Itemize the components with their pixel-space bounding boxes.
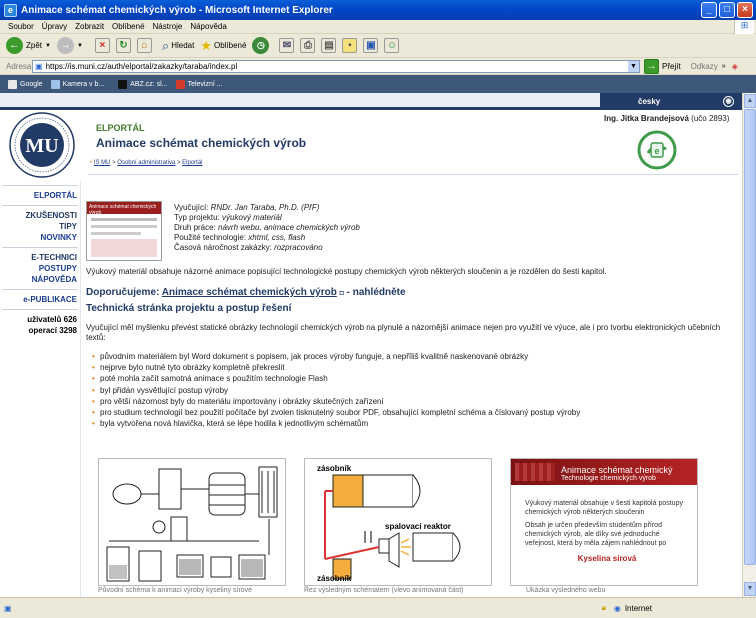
- address-dropdown-icon[interactable]: ▼: [628, 61, 639, 72]
- sample-subtitle: Technologie chemických výrob: [561, 475, 656, 482]
- list-item: • poté mohla začít samotná animace s použitím technologie Flash: [86, 373, 736, 384]
- sidebar-users-count: uživatelů 626: [27, 315, 77, 324]
- project-description: Výukový materiál obsahuje názorné animace popisující technologické postupy chemických výrob některých sloučenin a je rozdělen do šesti kapitol.: [86, 267, 607, 276]
- meta-label: Časová náročnost zakázky:: [174, 243, 272, 252]
- address-bar: [0, 58, 756, 75]
- edit-button[interactable]: [321, 38, 336, 53]
- header-divider: [88, 174, 738, 175]
- label-reactor: spalovací reaktor: [385, 522, 451, 531]
- external-link-icon: ◘: [339, 290, 344, 297]
- figure-section-scheme[interactable]: [304, 458, 492, 586]
- page-title: Animace schémat chemických výrob: [96, 136, 307, 150]
- list-item: • byl přidán vysvětlující postup výroby: [86, 385, 736, 396]
- scroll-up-icon[interactable]: ▲: [744, 94, 756, 108]
- sidebar-divider: [2, 289, 78, 290]
- recommend-link[interactable]: Animace schémat chemických výrob: [161, 287, 337, 298]
- address-input[interactable]: [32, 60, 640, 73]
- meta-label: Vyučující:: [174, 203, 209, 212]
- sidebar-ops-count: operací 3298: [28, 326, 77, 335]
- star-icon: ★: [200, 37, 212, 53]
- messenger-icon: ☺: [384, 38, 399, 53]
- print-button[interactable]: [300, 38, 315, 53]
- research-icon: ▣: [363, 38, 378, 53]
- sidebar-divider: [2, 309, 78, 310]
- go-button[interactable]: [644, 59, 681, 74]
- favorites-button[interactable]: [200, 38, 246, 54]
- sidebar: [0, 181, 80, 597]
- sidebar-item-novinky[interactable]: NOVINKY: [40, 233, 77, 242]
- meta-value: rozpracováno: [274, 243, 323, 252]
- figure-caption: Řez výsledným schématem (vlevo animovaná část): [304, 587, 464, 594]
- toolbar: [0, 34, 756, 58]
- go-label: Přejít: [662, 61, 681, 71]
- recommend-line: [86, 287, 406, 298]
- figure-website-sample[interactable]: [510, 458, 698, 586]
- links-label[interactable]: Odkazy: [690, 61, 718, 71]
- list-item: • pro větší názornost byly do materiálu importovány i obrázky skutečných zařízení: [86, 396, 736, 407]
- link-kamera[interactable]: [51, 80, 105, 89]
- process-list: [86, 351, 736, 429]
- print-icon: ⎙: [300, 38, 315, 53]
- section-title: Technická stránka projektu a postup řešení: [86, 303, 292, 314]
- sample-title: Animace schémat chemický: [561, 465, 673, 475]
- forward-dropdown-icon[interactable]: ▼: [76, 42, 83, 49]
- svg-text:MU: MU: [25, 135, 59, 157]
- link-google[interactable]: [8, 80, 43, 89]
- link-kamera-label: Kamera v b...: [62, 80, 105, 88]
- minimize-button[interactable]: _: [701, 2, 717, 18]
- forward-arrow-icon: →: [57, 37, 74, 54]
- back-button[interactable]: [6, 37, 51, 54]
- go-arrow-icon: →: [644, 59, 659, 74]
- breadcrumb-osobni[interactable]: Osobní administrativa: [117, 160, 176, 166]
- section-drawing: [305, 459, 492, 586]
- project-thumbnail[interactable]: [86, 201, 162, 261]
- mail-button[interactable]: [279, 38, 294, 53]
- figure-original-scheme[interactable]: [98, 458, 286, 586]
- project-meta: [174, 203, 360, 253]
- globe-icon[interactable]: ◉: [723, 96, 734, 107]
- link-abz[interactable]: [118, 80, 167, 89]
- menu-oblibene[interactable]: Oblíbené: [112, 22, 145, 31]
- portal-label: ELPORTÁL: [96, 123, 145, 133]
- thumbnail-line: [91, 232, 141, 235]
- forward-button[interactable]: [57, 37, 83, 54]
- abz-favicon-icon: [118, 80, 127, 89]
- refresh-icon: ↻: [116, 38, 131, 53]
- meta-row: [174, 223, 360, 233]
- google-favicon-icon: [8, 80, 17, 89]
- mail-icon: ✉: [279, 38, 294, 53]
- messenger-button[interactable]: [384, 38, 399, 53]
- meta-label: Použité technologie:: [174, 233, 247, 242]
- breadcrumb: • IS MU > Osobní administrativa > Elportál: [90, 160, 203, 166]
- back-label: Zpět: [26, 41, 43, 50]
- breadcrumb-bullet-icon: •: [90, 160, 93, 166]
- sidebar-item-napoveda[interactable]: NÁPOVĚDA: [31, 275, 77, 284]
- sidebar-item-elportal[interactable]: ELPORTÁL: [33, 191, 77, 200]
- page-content: [0, 93, 742, 597]
- link-google-label: Google: [20, 80, 43, 88]
- status-bar: [0, 597, 756, 618]
- research-button[interactable]: [363, 38, 378, 53]
- edit-icon: ▤: [321, 38, 336, 53]
- stop-button[interactable]: [95, 38, 110, 53]
- menu-soubor[interactable]: Soubor: [8, 22, 34, 31]
- home-icon: ⌂: [137, 38, 152, 53]
- links-chevron-icon[interactable]: »: [721, 62, 726, 70]
- page-icon: ▣: [35, 61, 43, 71]
- sidebar-item-epublikace[interactable]: e-PUBLIKACE: [23, 295, 77, 304]
- window-title: Animace schémat chemických výrob - Microsoft Internet Explorer: [21, 4, 333, 16]
- favorites-label: Oblíbené: [213, 41, 247, 50]
- windows-logo-icon: ⊞: [734, 20, 754, 34]
- list-item: • pro studium technologií bez použití počítače byl zvolen tisknutelný soubor PDF, obsahující kompletní schéma a číslovaný postup výroby: [86, 407, 736, 418]
- history-icon: ◷: [252, 37, 269, 54]
- meta-value: návrh webu, animace chemických výrob: [218, 223, 360, 232]
- meta-value: xhtml, css, flash: [248, 233, 306, 242]
- home-button[interactable]: [137, 38, 152, 53]
- scrollbar-thumb[interactable]: [744, 109, 756, 565]
- scheme-drawing: [99, 459, 286, 586]
- sidebar-item-zkusenosti[interactable]: ZKUŠENOSTI: [25, 211, 77, 220]
- discuss-button[interactable]: [342, 38, 357, 53]
- sidebar-divider: [2, 205, 78, 206]
- history-button[interactable]: [252, 37, 269, 54]
- links-bar: [0, 75, 756, 93]
- page-status-icon: ▣: [4, 603, 12, 613]
- meta-label: Typ projektu:: [174, 213, 220, 222]
- kamera-favicon-icon: [51, 80, 60, 89]
- breadcrumb-elportal[interactable]: Elportál: [182, 160, 203, 166]
- scroll-down-icon[interactable]: ▼: [744, 582, 756, 596]
- lock-icon: 🔒︎: [601, 603, 606, 612]
- discuss-icon: ▪: [342, 38, 357, 53]
- sidebar-item-tipy[interactable]: TIPY: [59, 222, 77, 231]
- list-item: • původním materiálem byl Word dokument s popisem, jak proces výroby funguje, a nepříliš kvalitně naskenované obrázky: [86, 351, 736, 362]
- menu-napoveda[interactable]: Nápověda: [190, 22, 227, 31]
- sidebar-divider-line: [80, 181, 81, 597]
- search-button[interactable]: [162, 38, 194, 54]
- refresh-button[interactable]: [116, 38, 131, 53]
- vertical-scrollbar[interactable]: [742, 93, 756, 597]
- figure-caption: Původní schéma k animaci výroby kyseliny sírové: [98, 587, 253, 594]
- thumbnail-line: [91, 225, 157, 228]
- label-zasobnik-top: zásobník: [317, 464, 352, 473]
- window-titlebar: [0, 0, 756, 20]
- meta-value: RNDr. Jan Taraba, Ph.D. (PřF): [210, 203, 320, 212]
- sample-link: Kyselina sírová: [577, 554, 637, 563]
- televizni-favicon-icon: [176, 80, 185, 89]
- sample-text: Výukový materiál obsahuje v šesti kapitolá postupy chemických výrob některých sloučenin: [525, 500, 683, 516]
- stop-icon: ×: [95, 38, 110, 53]
- thumbnail-header: Animace schémat chemických výrob: [87, 202, 161, 214]
- sample-header-pattern: [515, 463, 555, 481]
- menu-zobrazit[interactable]: Zobrazit: [75, 22, 105, 31]
- user-name: Ing. Jitka Brandejsová: [604, 114, 689, 123]
- section-paragraph: Vyučující měl myšlenku převést statické obrázky technologií chemických výrob na plynulé a názornější animace nejen pro využití ve výuce, ale i pro tvorbu elektronických učebních textů:: [86, 323, 721, 342]
- toolbar-extra-icon[interactable]: ◈: [731, 61, 738, 71]
- meta-row: [174, 213, 360, 223]
- meta-value: výukový materiál: [222, 213, 282, 222]
- figure-caption: Ukázka výsledného webu: [526, 587, 606, 594]
- sample-body: [511, 485, 697, 563]
- language-bar: [600, 93, 742, 110]
- sidebar-item-postupy[interactable]: POSTUPY: [38, 264, 77, 273]
- sample-header: [511, 459, 697, 485]
- svg-text:e: e: [654, 146, 660, 156]
- university-logo: [8, 111, 76, 179]
- meta-row: [174, 233, 360, 243]
- menu-bar: [0, 20, 756, 34]
- menu-upravy[interactable]: Úpravy: [41, 22, 68, 31]
- link-televizni[interactable]: [176, 80, 223, 89]
- zone-label: Internet: [624, 603, 652, 613]
- recommend-prefix: Doporučujeme:: [86, 287, 160, 298]
- e-learning-badge-icon: [636, 129, 678, 171]
- close-button[interactable]: ×: [737, 2, 753, 18]
- user-uco: (učo 2893): [691, 114, 730, 123]
- ie-icon: e: [4, 4, 17, 17]
- address-url: https://is.muni.cz/auth/elportal/zakazky/taraba/index.pl: [45, 61, 238, 71]
- back-dropdown-icon[interactable]: ▼: [45, 42, 51, 49]
- link-abz-label: ABZ.cz: sl...: [130, 80, 168, 88]
- internet-zone-icon: ◉: [613, 603, 621, 613]
- language-link[interactable]: česky: [638, 97, 661, 106]
- thumbnail-block: [91, 239, 157, 257]
- list-item: • byla vytvořena nová hlavička, která se lépe hodila k jednotlivým schématům: [86, 418, 736, 429]
- list-item: • nejprve bylo nutné tyto obrázky kompletně překreslit: [86, 362, 736, 373]
- search-label: Hledat: [171, 41, 195, 50]
- label-zasobnik-bottom: zásobník: [317, 574, 352, 583]
- maximize-button[interactable]: □: [719, 2, 735, 18]
- meta-label: Druh práce:: [174, 223, 216, 232]
- back-arrow-icon: ←: [6, 37, 23, 54]
- breadcrumb-ismu[interactable]: IS MU: [93, 160, 111, 166]
- meta-row: [174, 203, 360, 213]
- address-label: Adresa: [6, 61, 32, 71]
- link-televizni-label: Televizní ...: [187, 80, 223, 88]
- thumbnail-line: [91, 218, 157, 221]
- sidebar-divider: [2, 185, 78, 186]
- sample-text: Obsah je určen především studentům přírod chemických výrob, ale díky své jednoduché veřejnost, která by měla zájem nahlédnout po: [525, 522, 667, 547]
- search-icon: ⌕: [161, 37, 170, 53]
- sidebar-divider: [2, 247, 78, 248]
- meta-row: [174, 243, 360, 253]
- menu-nastroje[interactable]: Nástroje: [152, 22, 183, 31]
- recommend-suffix: - nahlédněte: [346, 287, 406, 298]
- sidebar-item-etechnici[interactable]: E-TECHNICI: [31, 253, 77, 262]
- user-info: [604, 114, 729, 123]
